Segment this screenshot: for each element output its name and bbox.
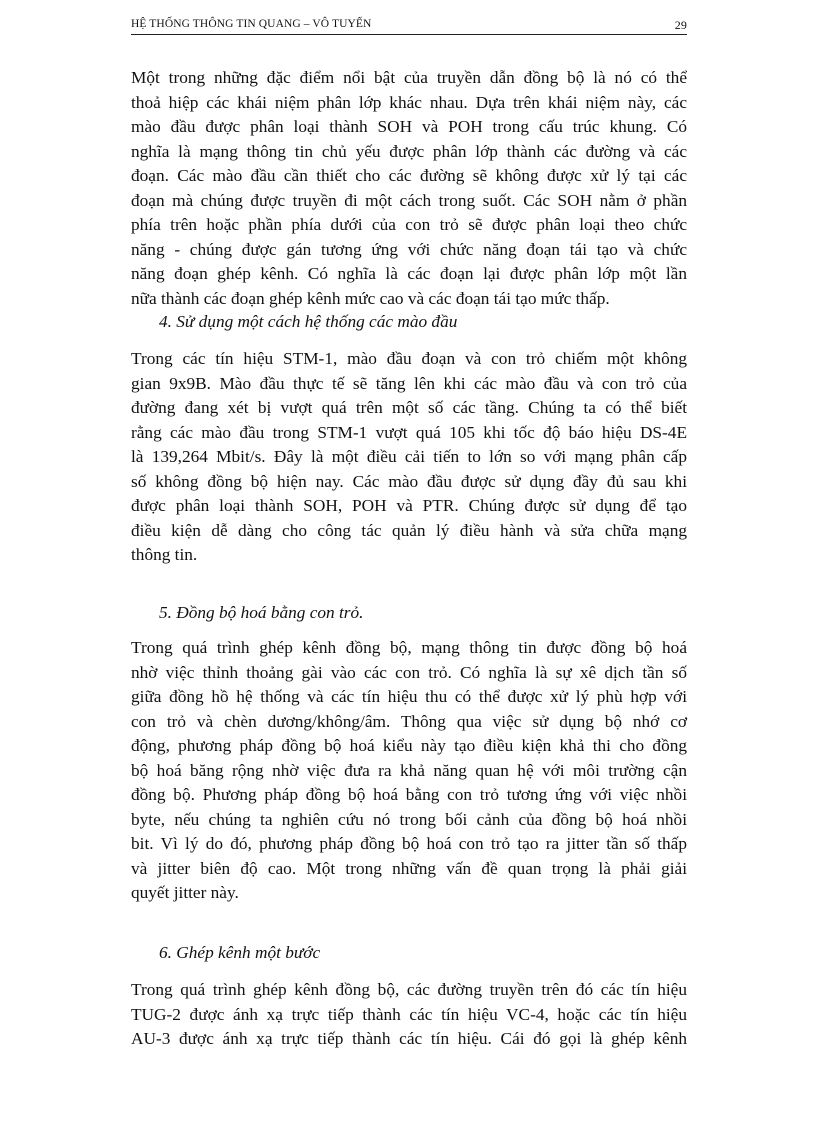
text-line: đồng bộ. Phương pháp đồng bộ hoá bằng con trỏ tương ứng với việc nhồi [131,785,687,804]
running-header [131,18,687,35]
text-line: con trỏ và chèn dương/không/âm. Thông qua việc sử dụng bộ nhớ cơ [131,711,687,731]
text-line: số không đồng bộ hiện nay. Các mào đầu được sử dụng đầy đủ sau khi [131,471,687,491]
paragraph-3 [131,636,687,906]
text-line: Trong quá trình ghép kênh đồng bộ, mạng thông tin được đồng bộ hoá [131,638,687,657]
paragraph-2 [131,347,687,568]
text-line: bộ hoá băng rộng nhờ việc đưa ra khả năng quan hệ với môi trường cận [131,760,687,780]
text-line: đoạn. Các mào đầu cần thiết cho các đường sẽ không được xử lý tại các [131,166,687,185]
text-line: và jitter biên độ cao. Một trong những vấn đề quan trọng là phải giải [131,858,687,878]
section-heading-5: 5. Đồng bộ hoá bằng con trỏ. [159,603,364,622]
text-line: byte, nếu chúng ta nghiên cứu nó trong bối cảnh của đồng bộ hoá nhồi [131,809,687,829]
text-line: thông tin. [131,545,198,564]
paragraph-1 [131,66,687,311]
header-title: HỆ THỐNG THÔNG TIN QUANG – VÔ TUYẾN [131,18,372,30]
text-line: đường đang xét bị vượt quá trên một số các tầng. Chúng ta có thể biết [131,398,687,417]
text-line: năng - chúng được gán tương ứng với chức năng đoạn tái tạo và chức [131,239,687,259]
text-line: giữa đồng hồ hệ thống và các tín hiệu thu có thể được xử lý phù hợp với [131,687,687,706]
paragraph-4 [131,978,687,1052]
text-line: được phân loại thành SOH, POH và PTR. Chúng được sử dụng để tạo [131,496,687,515]
text-line: TUG-2 được ánh xạ trực tiếp thành các tín hiệu VC-4, hoặc các tín hiệu [131,1004,687,1024]
page-number: 29 [674,18,687,32]
text-line: Một trong những đặc điểm nổi bật của truyền dẫn đồng bộ là nó có thể [131,68,687,87]
text-line: thoả hiệp các khái niệm phân lớp khác nhau. Dựa trên khái niệm này, các [131,92,687,112]
text-line: bit. Vì lý do đó, phương pháp đồng bộ hoá con trỏ tạo ra jitter tần số thấp [131,834,687,853]
text-line: nữa thành các đoạn ghép kênh mức cao và các đoạn tái tạo mức thấp. [131,288,610,308]
text-line: là 139,264 Mbit/s. Đây là một điều cải tiến to lớn so với mạng phân cấp [131,447,687,466]
text-line: Trong các tín hiệu STM-1, mào đầu đoạn và con trỏ chiếm một không [131,349,687,368]
text-line: nghĩa là mạng thông tin chủ yếu được phân lớp thành các đường và các [131,141,687,161]
text-line: điều kiện dễ dàng cho công tác quản lý điều hành và sửa chữa mạng [131,520,687,540]
text-line: mào đầu được phân loại thành SOH và POH trong cấu trúc khung. Có [131,117,687,136]
text-line: động, phương pháp đồng bộ hoá kiểu này tạo điều kiện khả thi cho đồng [131,736,687,755]
text-line: đoạn mà chúng được truyền đi một cách trong suốt. Các SOH nằm ở phần [131,190,687,210]
text-line: gian 9x9B. Mào đầu thực tế sẽ tăng lên khi các mào đầu và con trỏ của [131,373,687,393]
text-line: năng đoạn ghép kênh. Có nghĩa là các đoạn lại được phân lớp một lần [131,264,687,283]
text-line: rằng các mào đầu trong STM-1 vượt quá 105 khi tốc độ báo hiệu DS-4E [131,422,687,442]
text-line: AU-3 được ánh xạ trực tiếp thành các tín hiệu. Cái đó gọi là ghép kênh [131,1029,687,1048]
text-line: Trong quá trình ghép kênh đồng bộ, các đường truyền trên đó các tín hiệu [131,980,687,999]
section-heading-4: 4. Sử dụng một cách hệ thống các mào đầu [159,312,458,331]
text-line: quyết jitter này. [131,883,239,902]
text-line: phía trên hoặc phần phía dưới của con trỏ sẽ được phân loại theo chức [131,215,687,234]
text-line: nhờ việc thỉnh thoảng gài vào các con trỏ. Có nghĩa là sự xê dịch tần số [131,662,687,682]
section-heading-6: 6. Ghép kênh một bước [159,943,321,962]
